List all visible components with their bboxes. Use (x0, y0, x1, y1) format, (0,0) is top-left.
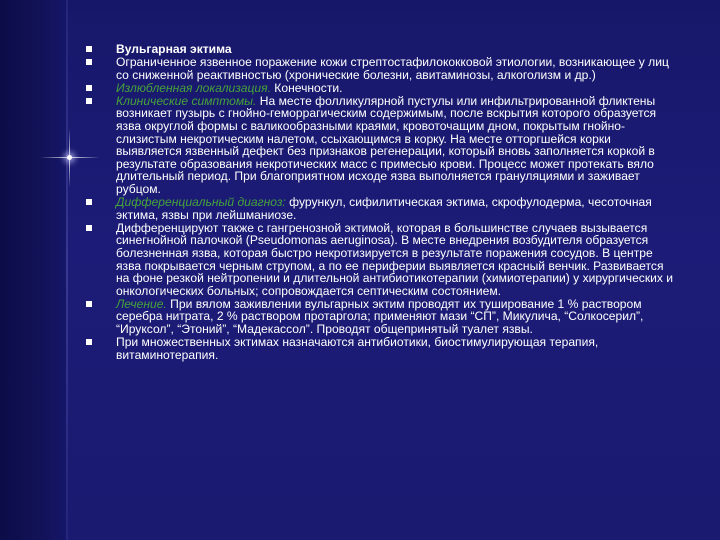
symptoms-label: Клинические симптомы. (116, 93, 257, 108)
multiple-text: При множественных эктимах назначаются антибиотики, биостимулирующая терапия, витаминотерапия. (116, 335, 599, 362)
list-item-multiple (86, 336, 676, 361)
bullet-list (86, 43, 676, 362)
square-bullet-icon (86, 98, 92, 104)
gangrenous-text: Дифференцируют также с гангренозной эктимой, которая в большинстве случаев вызывается синегнойной палочкой (Pseudomonas aeruginosa). В месте внедрения возбудителя образуется болезненная язва, которая быстро некротизируется в результате поражения сосудов. В центре язва покрывается черным струпом, а по ее периферии выявляется красный венчик. Развивается на фоне резкой нейтропении и длительной антибиотикотерапии (химиотерапии) у хирургических и онкологических больных; сопровождается септическим состоянием. (116, 220, 674, 298)
slide-title: Вульгарная эктима (116, 42, 232, 56)
list-item-title (86, 43, 676, 56)
square-bullet-icon (86, 225, 92, 231)
definition-text: Ограниченное язвенное поражение кожи стрептостафилококковой этиологии, возникающее у лиц со сниженной реактивностью (хронические болезни, авитаминозы, алкоголизм и др.) (116, 55, 669, 82)
symptoms-text: На месте фолликулярной пустулы или инфильтрированной фликтены возникает пузырь с гнойно-геморрагическим содержимым, после вскрытия которого образуется язва округлой формы с валикообразными краями, кровоточащим дном, покрытым гнойно-слизистым некротическим налетом, ссыхающимся в корку. На месте отторгшейся корки выявляется язвенный дефект без признаков регенерации, который вновь заполняется коркой в результате образования некротических масс с примесью крови. Процесс может протекать вяло длительный период. При благоприятном исходе язва выполняется грануляциями и заживает рубцом. (116, 93, 657, 197)
differential-label: Дифференциальный диагноз: (116, 195, 286, 210)
square-bullet-icon (86, 339, 92, 345)
square-bullet-icon (86, 301, 92, 307)
list-item-localization (86, 82, 676, 95)
square-bullet-icon (86, 199, 92, 205)
left-decorative-band (0, 0, 68, 540)
square-bullet-icon (86, 59, 92, 65)
left-band-edge (66, 0, 68, 540)
treatment-label: Лечение. (116, 296, 167, 311)
list-item-definition (86, 56, 676, 81)
treatment-text: При вялом заживлении вульгарных эктим проводят их тушировани﻿е 1 % раствором серебра нитрата, 2 % раствором протаргола; применяют мази “СП”, Микулича, “Солкосерил”, “Ируксол”, “Этоний”, “Мадекассол”. Проводят общепринятый туалет язвы. (116, 296, 644, 337)
square-bullet-icon (86, 85, 92, 91)
list-item-treatment (86, 298, 676, 336)
list-item-differential (86, 196, 676, 221)
differential-text: фурункул, сифилитическая эктима, скрофулодерма, чесоточная эктима, язвы при лейшманиозе. (116, 195, 652, 222)
list-item-symptoms (86, 95, 676, 196)
localization-text: Конечности. (270, 80, 343, 95)
localization-label: Излюбленная локализация. (116, 80, 271, 95)
list-item-gangrenous (86, 222, 676, 298)
square-bullet-icon (86, 46, 92, 52)
